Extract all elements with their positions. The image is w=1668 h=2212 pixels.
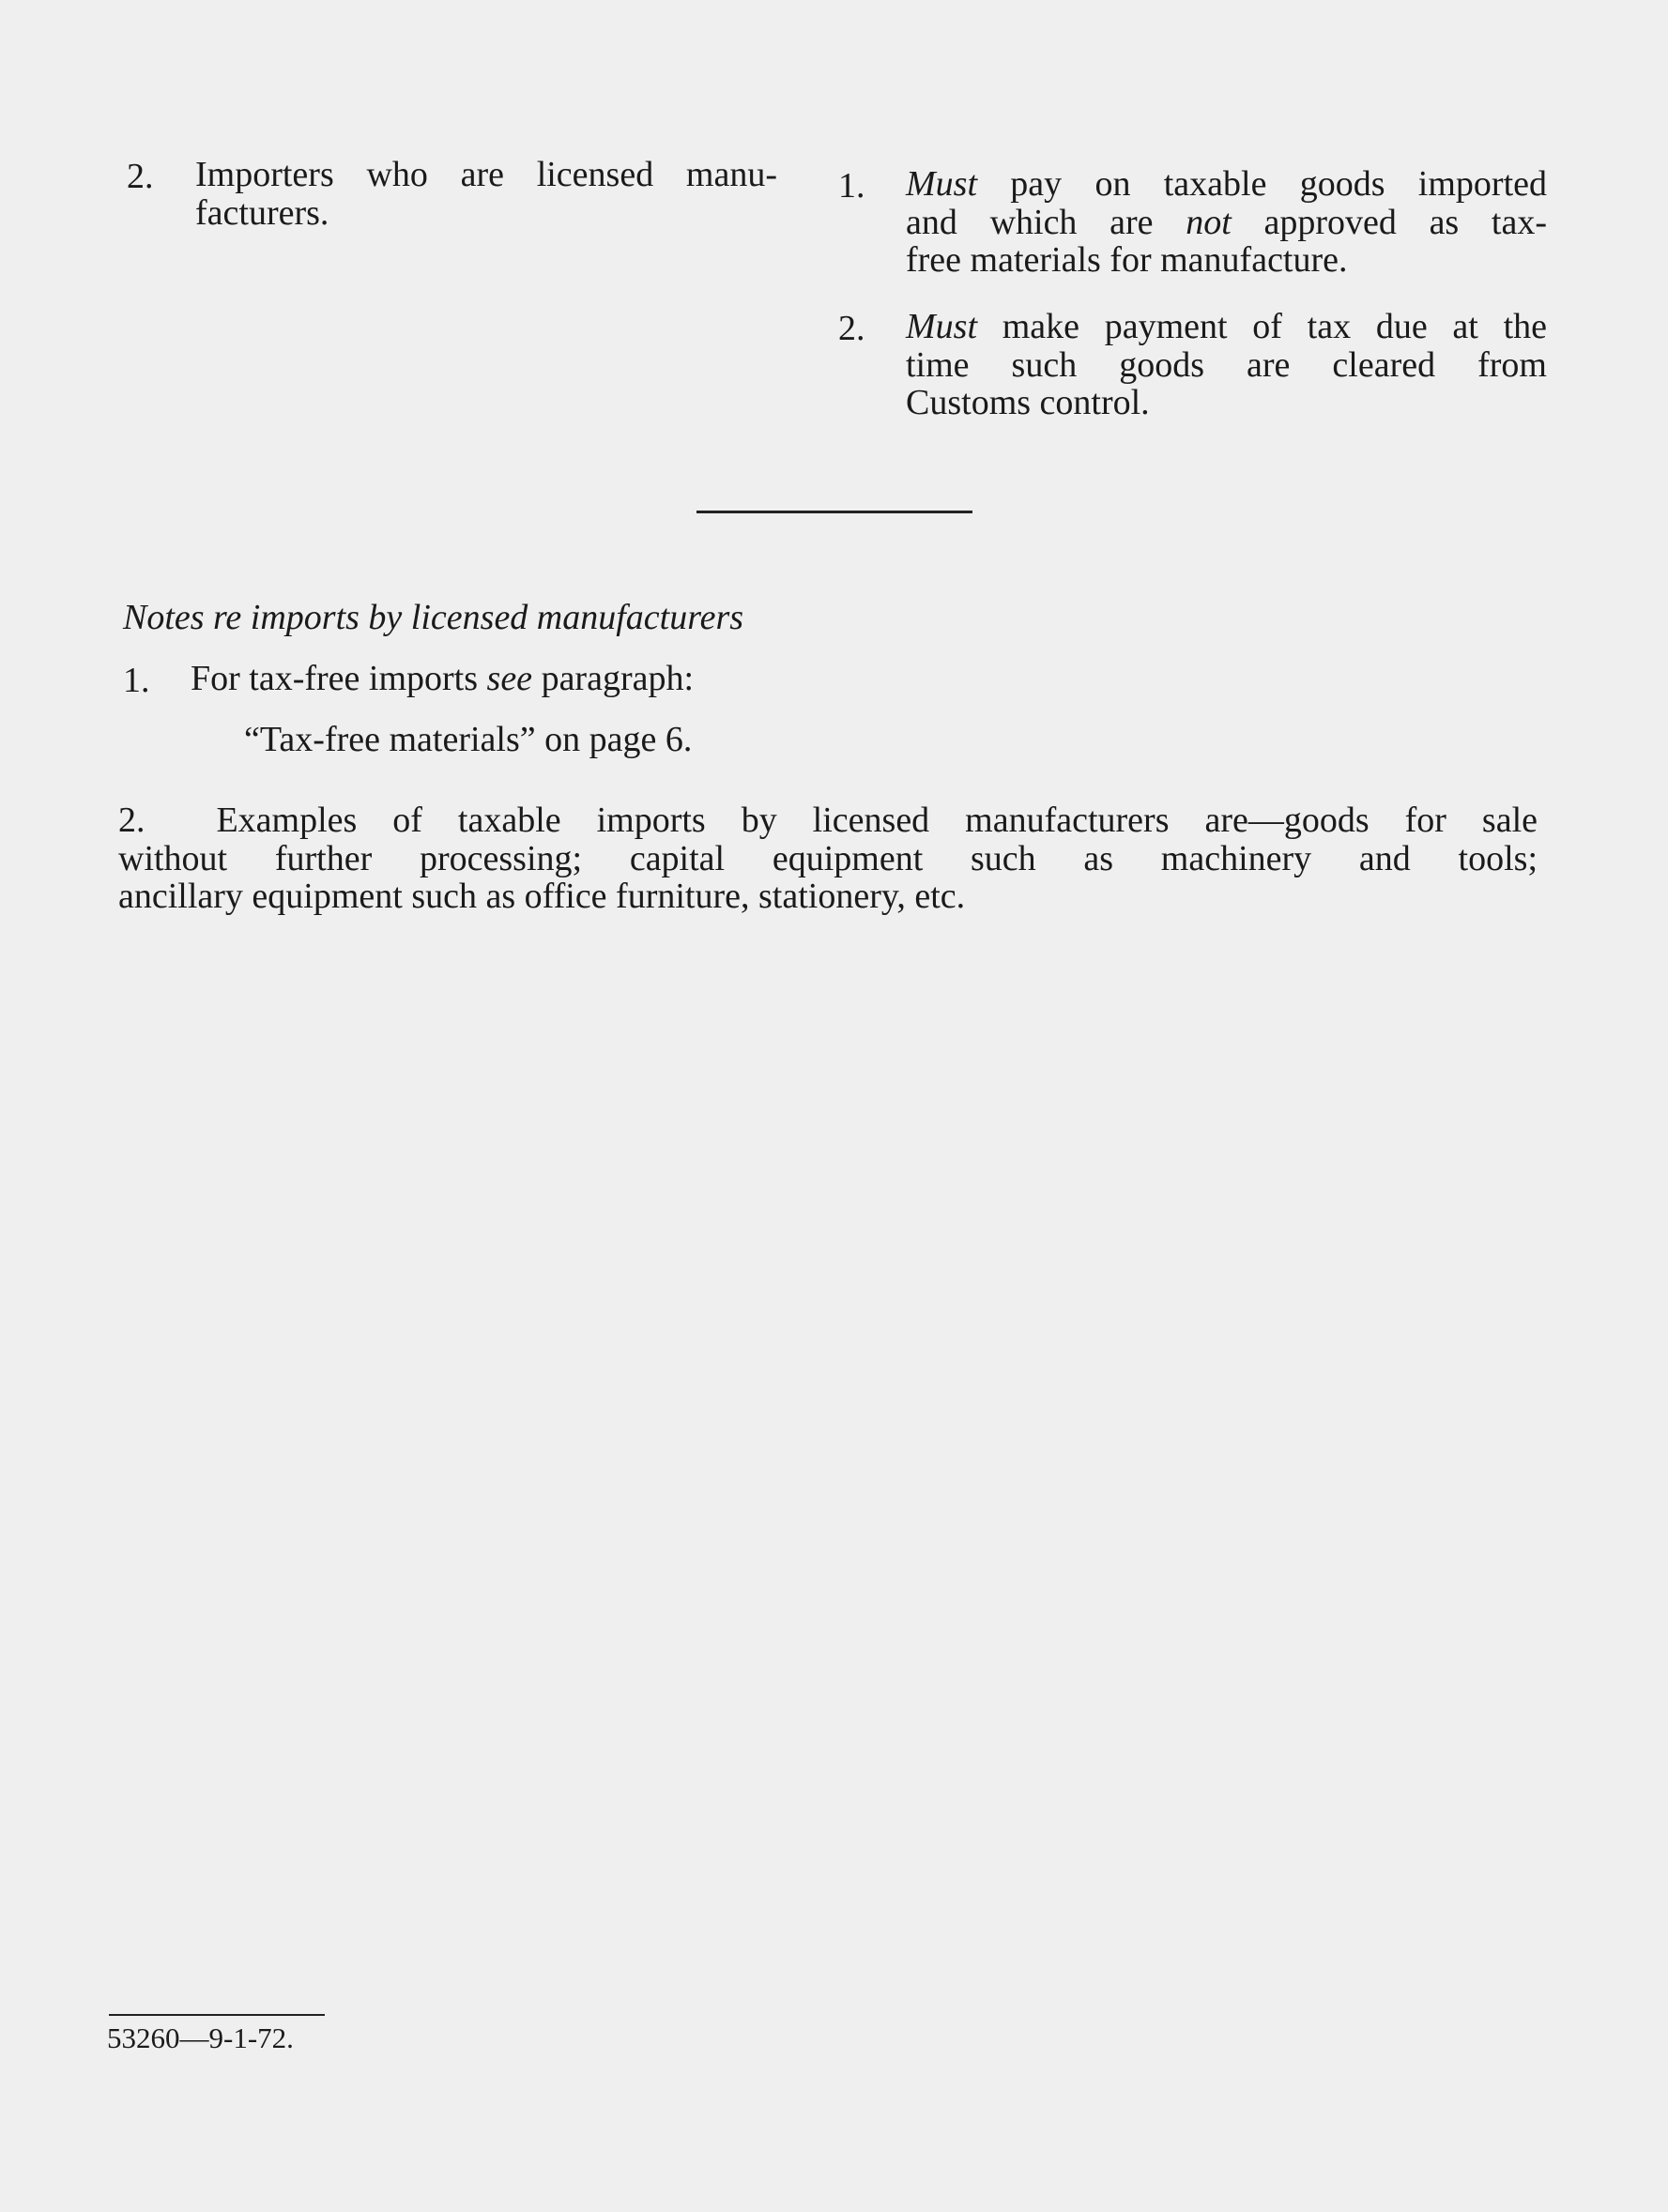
note-1-reference: “Tax-free materials” on page 6. — [244, 720, 693, 759]
emphasis-text: Must — [906, 307, 977, 346]
text-line — [906, 308, 1547, 346]
text-line: without further processing; capital equipment such as machinery and tools; — [118, 838, 1538, 878]
left-item-number: 2. — [127, 157, 154, 196]
note-1-post: paragraph: — [532, 659, 695, 698]
requirement-number: 1. — [838, 166, 865, 206]
text-segment: make payment of tax due at the — [977, 307, 1547, 346]
text-segment: and which are — [906, 202, 1186, 242]
text-line — [906, 241, 1547, 280]
emphasis-text: not — [1186, 202, 1232, 242]
emphasis-text: Must — [906, 164, 977, 204]
note-2-text — [118, 801, 1538, 916]
note-1-emphasis: see — [486, 659, 533, 698]
text-segment: Customs control. — [906, 383, 1150, 422]
requirement-text — [906, 165, 1547, 280]
text-segment: pay on taxable goods imported — [977, 164, 1547, 204]
footer-rule — [109, 2014, 325, 2016]
note-1-number: 1. — [123, 661, 150, 700]
text-line — [906, 204, 1547, 242]
text-line: Importers who are licensed manu- — [195, 155, 777, 194]
text-segment: free materials for manufacture. — [906, 240, 1348, 280]
text-line: ancillary equipment such as office furniture, stationery, etc. — [118, 877, 966, 916]
note-1-text — [191, 660, 694, 698]
text-segment: time such goods are cleared from — [906, 344, 1547, 385]
requirement-number: 2. — [838, 309, 865, 348]
text-line: facturers. — [195, 192, 329, 233]
left-item-text — [195, 156, 777, 232]
text-segment: approved as tax- — [1231, 202, 1547, 242]
print-code: 53260—9-1-72. — [107, 2021, 294, 2054]
section-divider — [696, 511, 972, 513]
text-line — [906, 384, 1547, 422]
text-line — [906, 346, 1547, 385]
requirement-text — [906, 308, 1547, 422]
note-1-pre: For tax-free imports — [191, 659, 487, 698]
notes-heading: Notes re imports by licensed manufacturers — [123, 598, 744, 637]
text-line: 2. Examples of taxable imports by licensed manufacturers are—goods for sale — [118, 801, 1538, 840]
text-line — [906, 165, 1547, 204]
